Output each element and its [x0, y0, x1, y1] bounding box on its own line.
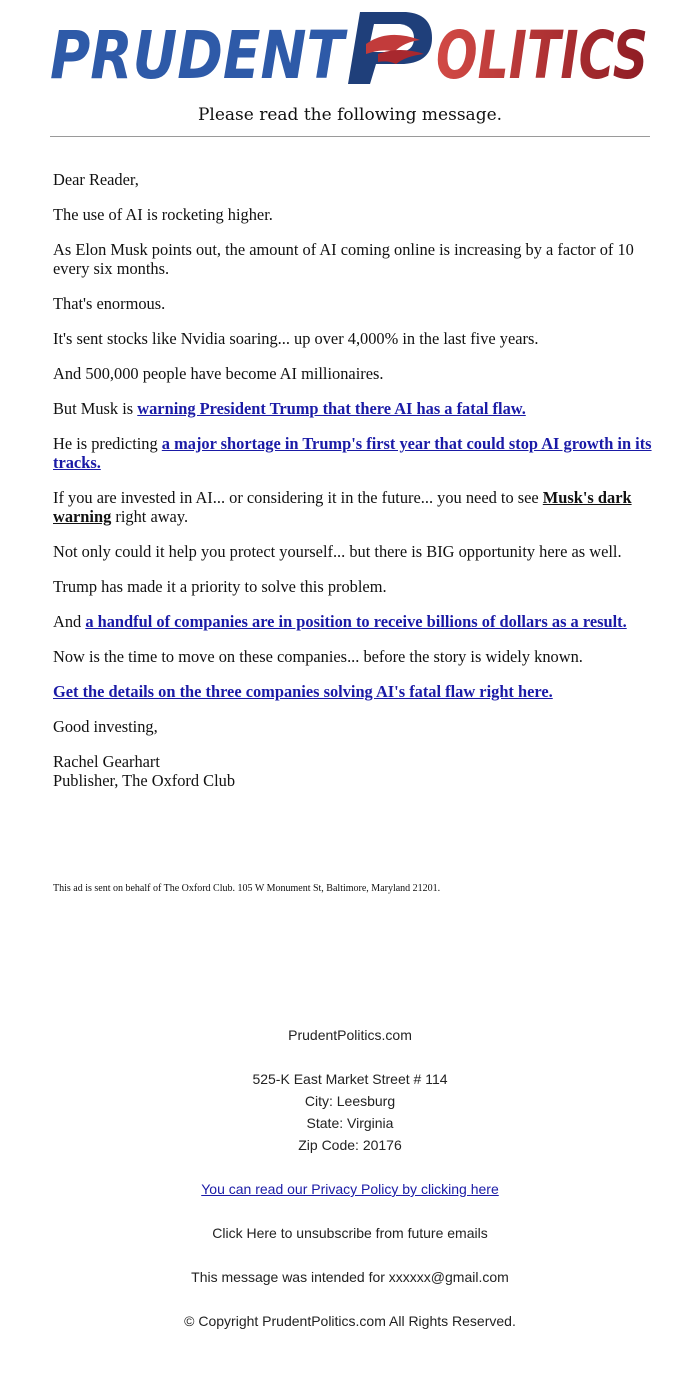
paragraph-text: And — [53, 612, 86, 631]
footer — [0, 1024, 700, 1332]
logo-p-eagle-icon — [348, 12, 432, 84]
signature-name: Rachel Gearhart — [53, 752, 160, 771]
paragraph — [53, 612, 653, 631]
major-shortage-link[interactable]: a major shortage in Trump's first year that could stop AI growth in its tracks. — [53, 434, 652, 472]
paragraph: Now is the time to move on these companies... before the story is widely known. — [53, 647, 583, 666]
paragraph — [53, 399, 653, 418]
logo-text-prudent: PRUDENT — [50, 17, 349, 94]
logo-text-olitics: OLITICS — [436, 17, 648, 94]
fatal-flaw-link[interactable]: warning President Trump that there AI has a fatal flaw. — [137, 399, 526, 418]
ad-disclaimer: This ad is sent on behalf of The Oxford Club. 105 W Monument St, Baltimore, Maryland 21201. — [53, 883, 441, 894]
paragraph — [53, 434, 653, 472]
footer-street: 525-K East Market Street # 114 — [252, 1071, 448, 1087]
footer-site: PrudentPolitics.com — [288, 1027, 412, 1043]
paragraph-text: right away. — [111, 507, 189, 526]
three-companies-link[interactable]: Get the details on the three companies solving AI's fatal flaw right here. — [53, 682, 553, 701]
footer-zip: Zip Code: 20176 — [298, 1137, 402, 1153]
paragraph: That's enormous. — [53, 294, 166, 313]
paragraph: The use of AI is rocketing higher. — [53, 205, 273, 224]
handful-companies-link[interactable]: a handful of companies are in position to receive billions of dollars as a result. — [85, 612, 627, 631]
copyright: © Copyright PrudentPolitics.com All Rights Reserved. — [184, 1313, 516, 1329]
paragraph-text: If you are invested in AI... or considering it in the future... you need to see — [53, 488, 543, 507]
footer-state: State: Virginia — [306, 1115, 394, 1131]
paragraph — [53, 682, 653, 701]
paragraph: As Elon Musk points out, the amount of AI coming online is increasing by a factor of 10 every six months. — [53, 240, 634, 278]
privacy-policy-link[interactable]: You can read our Privacy Policy by clicking here — [201, 1181, 499, 1197]
intro-message: Please read the following message. — [197, 105, 503, 125]
paragraph — [53, 488, 653, 526]
closing: Good investing, — [53, 717, 158, 736]
paragraph: Trump has made it a priority to solve this problem. — [53, 577, 387, 596]
paragraph-text: But Musk is — [53, 399, 138, 418]
letter-body — [53, 170, 653, 806]
greeting: Dear Reader, — [53, 170, 139, 189]
prudent-politics-logo — [48, 8, 652, 94]
intended-recipient: This message was intended for xxxxxx@gmail.com — [191, 1269, 509, 1285]
dark-warning-link[interactable]: Musk's dark warning — [53, 488, 632, 526]
paragraph: Not only could it help you protect yourself... but there is BIG opportunity here as well. — [53, 542, 622, 561]
unsubscribe-link[interactable]: Click Here to unsubscribe from future emails — [212, 1225, 488, 1241]
signature — [53, 752, 653, 790]
footer-city: City: Leesburg — [304, 1093, 396, 1109]
paragraph-text: He is predicting — [53, 434, 162, 453]
paragraph: And 500,000 people have become AI millionaires. — [53, 364, 384, 383]
paragraph: It's sent stocks like Nvidia soaring... up over 4,000% in the last five years. — [53, 329, 539, 348]
header-divider — [50, 136, 650, 137]
signature-title: Publisher, The Oxford Club — [53, 771, 236, 790]
